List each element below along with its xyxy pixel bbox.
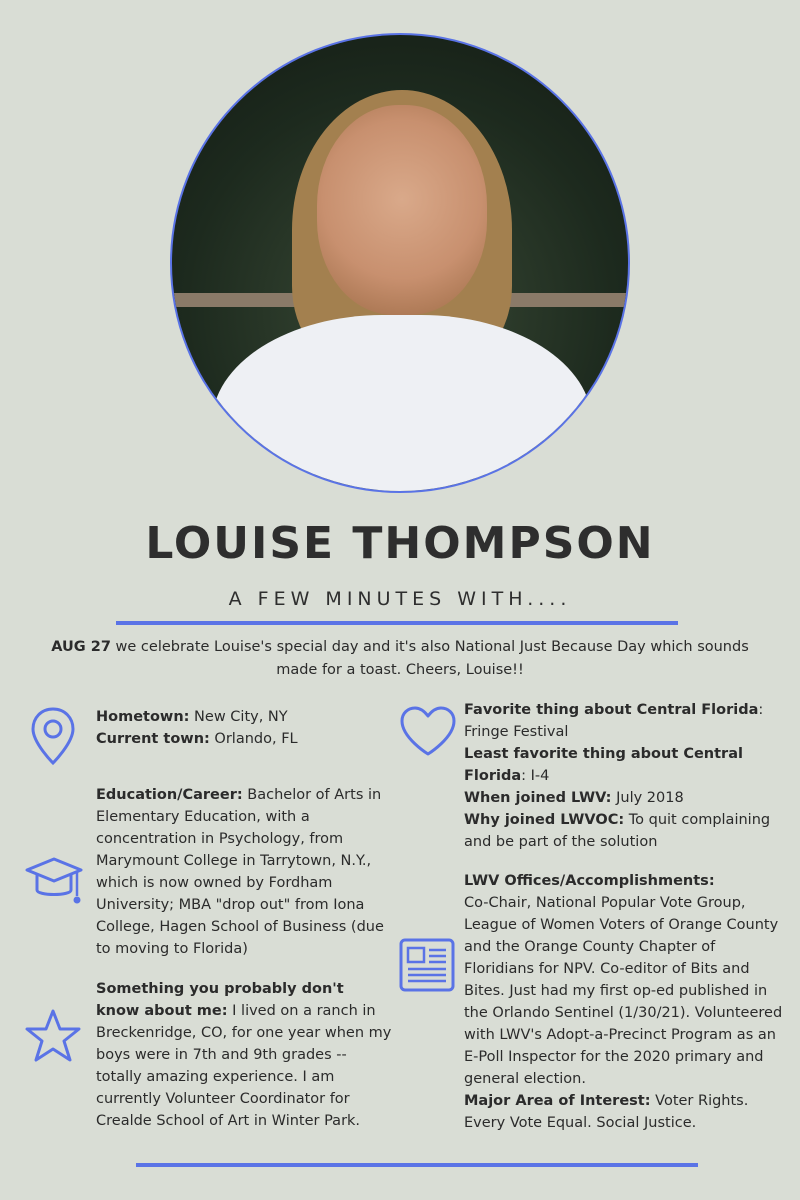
secret-value: I lived on a ranch in Breckenridge, CO, for one year when my boys were in 7th and 9th grades -- totally amazing experience. I am currently Volunteer Coordinator for Crealde School of Art in Winter Park. — [96, 1003, 392, 1129]
hometown-line — [96, 706, 396, 728]
least-favorite-label: Least favorite thing about Central Florida — [464, 746, 743, 784]
intro-date: AUG 27 — [51, 639, 111, 655]
newspaper-icon — [398, 936, 456, 994]
location-pin-icon — [30, 706, 76, 766]
favorite-label: Favorite thing about Central Florida — [464, 702, 759, 718]
heart-icon — [398, 704, 458, 758]
least-favorite-value: : I-4 — [521, 768, 550, 784]
hometown-block — [96, 706, 396, 750]
why-joined-label: Why joined LWVOC: — [464, 812, 625, 828]
central-florida-block — [464, 699, 784, 853]
current-town-value: Orlando, FL — [209, 731, 298, 747]
current-town-label: Current town: — [96, 731, 210, 747]
interest-value: Voter Rights. Every Vote Equal. Social Justice. — [464, 1093, 749, 1131]
bottom-divider — [136, 1163, 698, 1167]
intro-text: we celebrate Louise's special day and it's also National Just Because Day which sounds made for a toast. Cheers, Louise!! — [110, 639, 749, 678]
offices-label: LWV Offices/Accomplishments: — [464, 873, 715, 889]
why-joined-line — [464, 809, 784, 853]
secret-label: Something you probably don't know about me: — [96, 981, 344, 1019]
offices-value: Co-Chair, National Popular Vote Group, League of Women Voters of Orange County and the Orange County Chapter of Floridians for NPV. Co-editor of Bits and Bites. Just had my first op-ed published in the Orlando Sentinel (1/30/21). Volunteered with LWV's Adopt-a-Precinct Program as an E-Poll Inspector for the 2020 primary and general election. — [464, 895, 783, 1087]
star-icon — [24, 1008, 82, 1064]
favorite-line — [464, 699, 784, 743]
joined-line — [464, 787, 784, 809]
intro-paragraph — [40, 636, 760, 682]
offices-block — [464, 870, 786, 1134]
interest-line — [464, 1090, 786, 1134]
education-block — [96, 784, 402, 960]
interest-label: Major Area of Interest: — [464, 1093, 651, 1109]
joined-value: July 2018 — [611, 790, 684, 806]
graduation-cap-icon — [24, 854, 84, 910]
hometown-value: New City, NY — [189, 709, 288, 725]
secret-block — [96, 978, 392, 1132]
photo-face — [317, 105, 487, 315]
current-town-line — [96, 728, 396, 750]
education-value: Bachelor of Arts in Elementary Education, with a concentration in Psychology, from Marymount College in Tarrytown, N.Y., which is now owned by Fordham University; MBA "drop out" from Iona College, Hagen School of Business (due to moving to Florida) — [96, 787, 384, 957]
least-favorite-line — [464, 743, 784, 787]
hometown-label: Hometown: — [96, 709, 190, 725]
favorite-value: : Fringe Festival — [464, 702, 764, 740]
photo-shirt — [212, 315, 592, 493]
profile-subtitle: A FEW MINUTES WITH.... — [228, 588, 572, 610]
education-label: Education/Career: — [96, 787, 243, 803]
joined-label: When joined LWV: — [464, 790, 612, 806]
profile-name: LOUISE THOMPSON — [145, 518, 655, 569]
profile-photo — [170, 33, 630, 493]
why-joined-value: To quit complaining and be part of the solution — [464, 812, 771, 850]
top-divider — [116, 621, 678, 625]
